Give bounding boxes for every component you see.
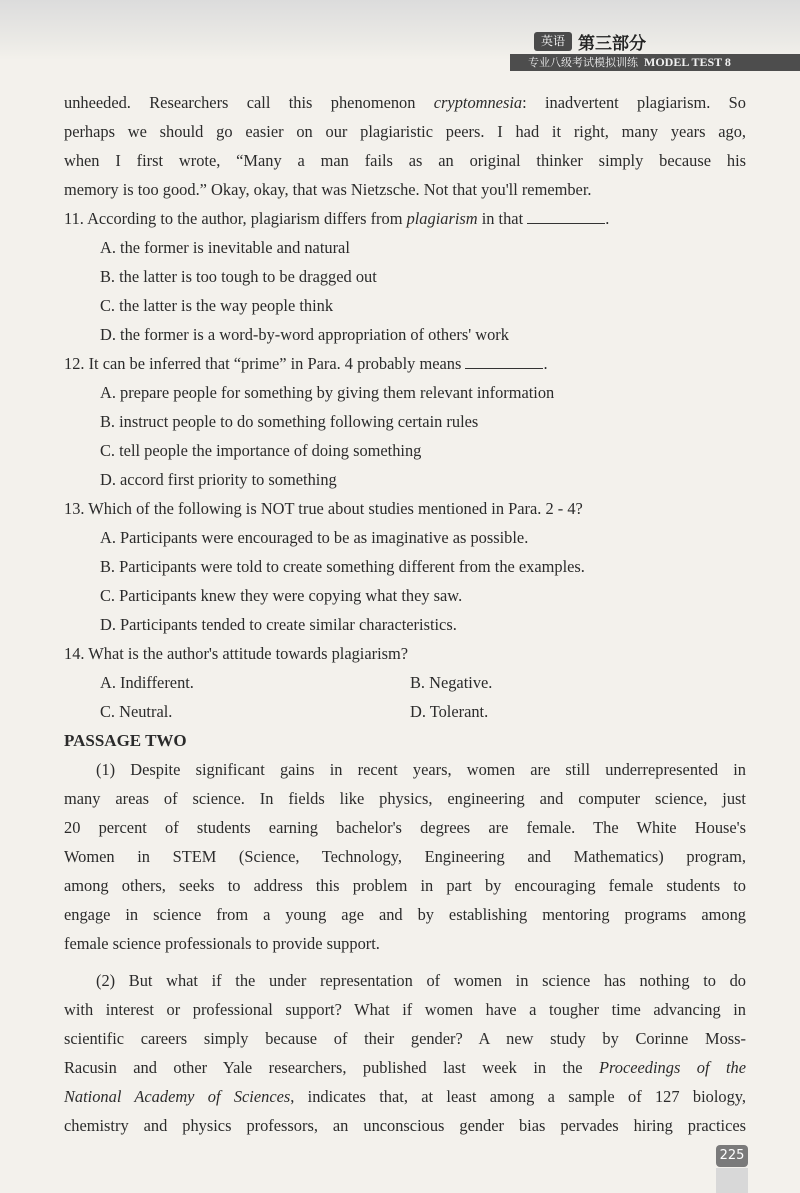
subtitle-en: MODEL TEST 8	[644, 55, 731, 69]
paragraph-line: female science professionals to provide support.	[64, 934, 380, 953]
option: D. accord first priority to something	[100, 470, 337, 489]
question-11-stem: 11. According to the author, plagiarism differs from plagiarism in that .	[64, 209, 610, 228]
running-header	[510, 30, 800, 72]
answer-blank	[465, 354, 543, 369]
passage-line: when I first wrote, “Many a man fails as an original thinker simply because his	[64, 151, 746, 170]
option-row	[64, 668, 746, 697]
paragraph-line: chemistry and physics professors, an unconscious gender bias pervades hiring practices	[64, 1116, 746, 1135]
option-row	[64, 697, 746, 726]
passage-line: perhaps we should go easier on our plagiaristic peers. I had it right, many years ago,	[64, 122, 746, 141]
option: B. Negative.	[410, 673, 493, 692]
option: D. Participants tended to create similar characteristics.	[100, 615, 457, 634]
question-13-stem: 13. Which of the following is NOT true about studies mentioned in Para. 2 - 4?	[64, 499, 583, 518]
option: C. Participants knew they were copying what they saw.	[100, 586, 463, 605]
page-content	[64, 88, 746, 1140]
paragraph-line: National Academy of Sciences, indicates that, at least among a sample of 127 biology,	[64, 1087, 746, 1106]
subject-badge: 英语	[534, 32, 572, 51]
header-title-row	[534, 30, 646, 52]
question-12-stem: 12. It can be inferred that “prime” in Para. 4 probably means .	[64, 354, 548, 373]
option: C. Neutral.	[100, 702, 173, 721]
answer-blank	[527, 209, 605, 224]
page-edge-strip	[716, 1168, 748, 1193]
option: B. instruct people to do something following certain rules	[100, 412, 479, 431]
option: A. prepare people for something by giving them relevant information	[100, 383, 555, 402]
option: A. Indifferent.	[100, 673, 194, 692]
passage-two-title: PASSAGE TWO	[64, 731, 187, 750]
paragraph-line: scientific careers simply because of their gender? A new study by Corinne Moss-	[64, 1029, 746, 1048]
option: A. Participants were encouraged to be as imaginative as possible.	[100, 528, 529, 547]
paragraph-line: (2) But what if the under representation of women in science has nothing to do	[96, 971, 746, 990]
option: D. Tolerant.	[410, 702, 489, 721]
paragraph-line: Women in STEM (Science, Technology, Engineering and Mathematics) program,	[64, 847, 746, 866]
part-title: 第三部分	[578, 33, 647, 54]
paragraph-line: 20 percent of students earning bachelor's degrees are female. The White House's	[64, 818, 746, 837]
paragraph-line: (1) Despite significant gains in recent years, women are still underrepresented in	[96, 760, 746, 779]
header-subtitle-bar	[510, 54, 800, 71]
question-14-stem: 14. What is the author's attitude towards plagiarism?	[64, 644, 409, 663]
option: D. the former is a word-by-word appropriation of others' work	[100, 325, 509, 344]
option: B. Participants were told to create something different from the examples.	[100, 557, 585, 576]
paragraph-line: among others, seeks to address this problem in part by encouraging female students to	[64, 876, 746, 895]
paragraph-line: Racusin and other Yale researchers, published last week in the Proceedings of the	[64, 1058, 746, 1077]
paragraph-line: with interest or professional support? What if women have a tougher time advancing in	[64, 1000, 746, 1019]
paragraph-line: engage in science from a young age and by establishing mentoring programs among	[64, 905, 746, 924]
option: B. the latter is too tough to be dragged out	[100, 267, 377, 286]
option: C. tell people the importance of doing something	[100, 441, 422, 460]
passage-line: memory is too good.” Okay, okay, that was Nietzsche. Not that you'll remember.	[64, 180, 592, 199]
paragraph-line: many areas of science. In fields like physics, engineering and computer science, just	[64, 789, 746, 808]
passage-line: unheeded. Researchers call this phenomenon cryptomnesia: inadvertent plagiarism. So	[64, 93, 746, 112]
option: A. the former is inevitable and natural	[100, 238, 350, 257]
page-number: 225	[716, 1145, 748, 1167]
option: C. the latter is the way people think	[100, 296, 334, 315]
subtitle-cn: 专业八级考试模拟训练	[528, 56, 638, 69]
